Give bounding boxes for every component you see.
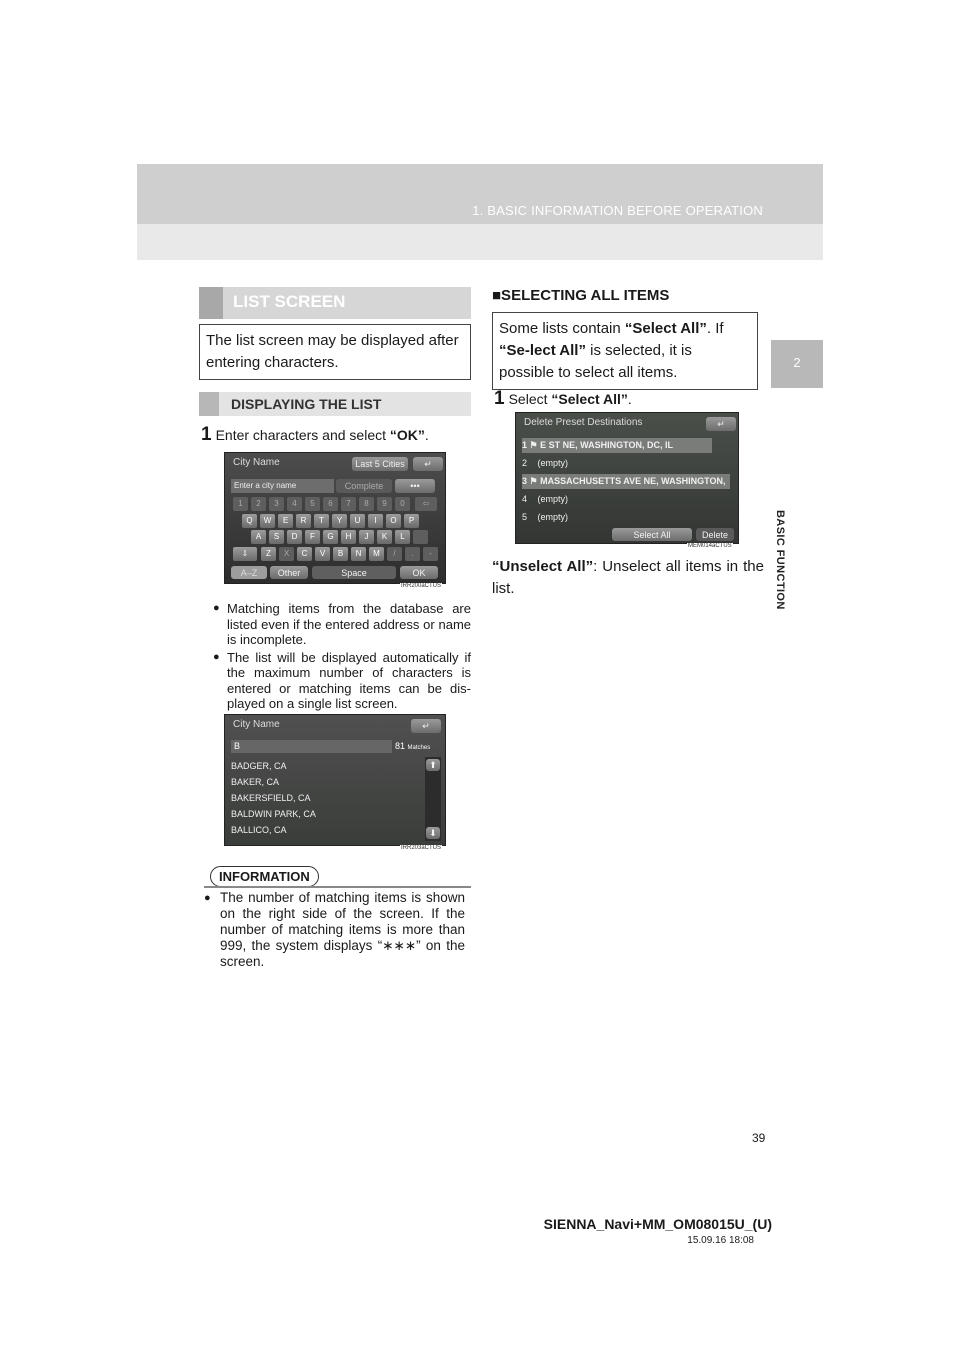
row-number: 5 — [522, 512, 528, 522]
key-b[interactable]: B — [333, 547, 348, 561]
unselect-text: : Unselect all items in the list. — [492, 558, 764, 597]
match-counter — [395, 740, 439, 753]
info-divider — [204, 886, 471, 888]
screen-title: Delete Preset Destinations — [524, 417, 643, 428]
back-arrow-icon: ↵ — [422, 721, 430, 731]
note-emphasis: “Se-lect All” — [499, 342, 586, 359]
print-date: 15.09.16 18:08 — [687, 1235, 754, 1246]
key-n[interactable]: N — [351, 547, 366, 561]
back-button[interactable] — [411, 719, 441, 733]
other-tab[interactable]: Other — [270, 566, 308, 579]
bullet-item: ● Matching items from the database are listed even if the entered address or name is incomplete. — [213, 601, 471, 648]
info-text: ● The number of matching items is shown on the right side of the screen. If the number of matching items is more than 999, the system displays “∗∗∗” on the screen. — [204, 890, 465, 970]
section-heading-list-screen — [199, 287, 471, 319]
preset-row-2[interactable] — [522, 456, 712, 471]
keyboard-screen — [224, 452, 446, 584]
preset-row-5[interactable] — [522, 510, 712, 525]
search-query-field[interactable]: B — [231, 740, 392, 753]
subheading-marker — [199, 392, 219, 416]
list-item[interactable]: BAKERSFIELD, CA — [231, 793, 311, 803]
key-z[interactable]: Z — [261, 547, 276, 561]
step-1-right — [494, 388, 764, 410]
chapter-number: 2 — [793, 355, 801, 370]
step-text-end: . — [627, 391, 632, 407]
city-name-input[interactable]: Enter a city name — [231, 479, 334, 493]
subsection-heading — [199, 392, 471, 416]
scroll-down-button[interactable] — [426, 827, 440, 839]
key-e[interactable]: E — [278, 514, 293, 528]
screen-title: City Name — [233, 457, 280, 468]
select-all-note-box — [492, 312, 758, 390]
shift-icon: ⇩ — [241, 549, 249, 558]
step-number: 1 — [201, 424, 212, 445]
note-text: . If — [706, 320, 724, 337]
last-5-cities-button[interactable]: Last 5 Cities — [352, 457, 408, 471]
key-r[interactable]: R — [296, 514, 311, 528]
delete-preset-screen — [515, 412, 739, 544]
key-s[interactable]: S — [269, 530, 284, 544]
scroll-up-button[interactable] — [426, 759, 440, 771]
key-v[interactable]: V — [315, 547, 330, 561]
key-blank[interactable] — [413, 530, 428, 544]
key-o[interactable]: O — [386, 514, 401, 528]
row-text: (empty) — [537, 458, 569, 468]
info-note — [204, 890, 465, 972]
key-q[interactable]: Q — [242, 514, 257, 528]
key-5[interactable]: 5 — [305, 497, 320, 511]
space-key[interactable]: Space — [312, 566, 396, 579]
key-1[interactable]: 1 — [233, 497, 248, 511]
key-4[interactable]: 4 — [287, 497, 302, 511]
key-7[interactable]: 7 — [341, 497, 356, 511]
section-title: LIST SCREEN — [233, 292, 346, 311]
key-a[interactable]: A — [251, 530, 266, 544]
key-8[interactable]: 8 — [359, 497, 374, 511]
key-2[interactable]: 2 — [251, 497, 266, 511]
key-w[interactable]: W — [260, 514, 275, 528]
flag-icon: ⚑ — [529, 476, 538, 486]
bullet-item: ● The list will be displayed automatically if the maximum number of characters is entered or matching items can be dis-played on a single list screen. — [213, 650, 471, 712]
delete-button[interactable]: Delete — [696, 528, 734, 541]
step-emphasis: “Select All” — [551, 391, 628, 407]
key-c[interactable]: C — [297, 547, 312, 561]
row-text: (empty) — [537, 512, 569, 522]
key-f[interactable]: F — [305, 530, 320, 544]
screen-title: City Name — [233, 719, 280, 730]
model-code: SIENNA_Navi+MM_OM08015U_(U) — [543, 1216, 772, 1232]
chapter-title: 1. BASIC INFORMATION BEFORE OPERATION — [472, 203, 763, 218]
key-d[interactable]: D — [287, 530, 302, 544]
back-button[interactable] — [706, 417, 736, 431]
step-text: Select — [508, 391, 552, 407]
ok-button[interactable]: OK — [400, 566, 438, 579]
preset-row-1[interactable] — [522, 438, 712, 453]
step-number: 1 — [494, 388, 505, 409]
scrollbar[interactable] — [425, 757, 441, 841]
scroll-down-icon: ⬇ — [429, 828, 437, 838]
list-item[interactable]: BAKER, CA — [231, 777, 280, 787]
back-arrow-icon: ↵ — [424, 459, 432, 469]
chapter-label: BASIC FUNCTION — [774, 510, 786, 610]
unselect-emphasis: “Unselect All” — [492, 558, 594, 575]
key-l[interactable]: L — [395, 530, 410, 544]
step-text-end: . — [424, 427, 429, 443]
row-number: 4 — [522, 494, 528, 504]
back-arrow-icon: ↵ — [717, 419, 725, 429]
information-label: INFORMATION — [210, 866, 319, 887]
backspace-icon: ⇦ — [422, 499, 430, 508]
key-j[interactable]: J — [359, 530, 374, 544]
row-number: 2 — [522, 458, 528, 468]
more-button[interactable]: ••• — [395, 479, 435, 493]
note-text: is selected, it is possible to select all items. — [499, 342, 692, 381]
shift-key[interactable] — [233, 547, 257, 561]
list-item[interactable]: BADGER, CA — [231, 761, 287, 771]
match-count: 81 — [395, 741, 406, 751]
key-dash[interactable]: - — [423, 547, 438, 561]
note-emphasis: “Select All” — [624, 320, 707, 337]
backspace-key[interactable] — [415, 497, 437, 511]
a-z-tab[interactable]: A–Z — [231, 566, 267, 579]
key-u[interactable]: U — [350, 514, 365, 528]
heading-marker — [199, 287, 223, 319]
key-y[interactable]: Y — [332, 514, 347, 528]
scroll-up-icon: ⬆ — [429, 760, 437, 770]
step-text: Enter characters and select — [215, 427, 390, 443]
image-code: IRR200aCTUS — [401, 583, 442, 589]
preset-row-3[interactable] — [522, 474, 730, 489]
key-9[interactable]: 9 — [377, 497, 392, 511]
key-period[interactable]: . — [405, 547, 420, 561]
match-label: Matches — [407, 745, 431, 751]
key-h[interactable]: H — [341, 530, 356, 544]
row-number: 3 — [522, 476, 528, 486]
key-0[interactable]: 0 — [395, 497, 410, 511]
key-t[interactable]: T — [314, 514, 329, 528]
note-text: Some lists contain — [499, 320, 625, 337]
list-item[interactable]: BALLICO, CA — [231, 825, 287, 835]
subsection-title: DISPLAYING THE LIST — [231, 396, 382, 412]
intro-box — [199, 324, 471, 380]
intro-text: The list screen may be displayed after entering characters. — [206, 332, 459, 371]
key-p[interactable]: P — [404, 514, 419, 528]
flag-icon: ⚑ — [529, 440, 538, 450]
image-code: IRR203aCTUS — [401, 845, 442, 851]
key-i[interactable]: I — [368, 514, 383, 528]
page-number: 39 — [752, 1131, 766, 1145]
image-code: MEM014aCTUS — [688, 543, 732, 549]
key-3[interactable]: 3 — [269, 497, 284, 511]
key-x[interactable]: X — [279, 547, 294, 561]
preset-row-4[interactable] — [522, 492, 712, 507]
unselect-all-note — [492, 556, 764, 600]
key-k[interactable]: K — [377, 530, 392, 544]
list-screen — [224, 714, 446, 846]
step-emphasis: “OK” — [389, 427, 425, 443]
row-text: E ST NE, WASHINGTON, DC, IL — [540, 440, 673, 450]
key-g[interactable]: G — [323, 530, 338, 544]
key-slash[interactable]: / — [387, 547, 402, 561]
row-number: 1 — [522, 440, 528, 450]
complete-button[interactable]: Complete — [336, 479, 392, 493]
row-text: (empty) — [537, 494, 569, 504]
key-6[interactable]: 6 — [323, 497, 338, 511]
bullet-list — [213, 601, 471, 714]
select-all-button[interactable]: Select All — [612, 528, 692, 541]
section-heading-selecting-all: ■SELECTING ALL ITEMS — [492, 287, 670, 304]
key-m[interactable]: M — [369, 547, 384, 561]
row-text: MASSACHUSETTS AVE NE, WASHINGTON, — [540, 476, 726, 486]
step-1-left — [201, 424, 471, 446]
list-item[interactable]: BALDWIN PARK, CA — [231, 809, 316, 819]
back-button[interactable] — [413, 457, 443, 471]
